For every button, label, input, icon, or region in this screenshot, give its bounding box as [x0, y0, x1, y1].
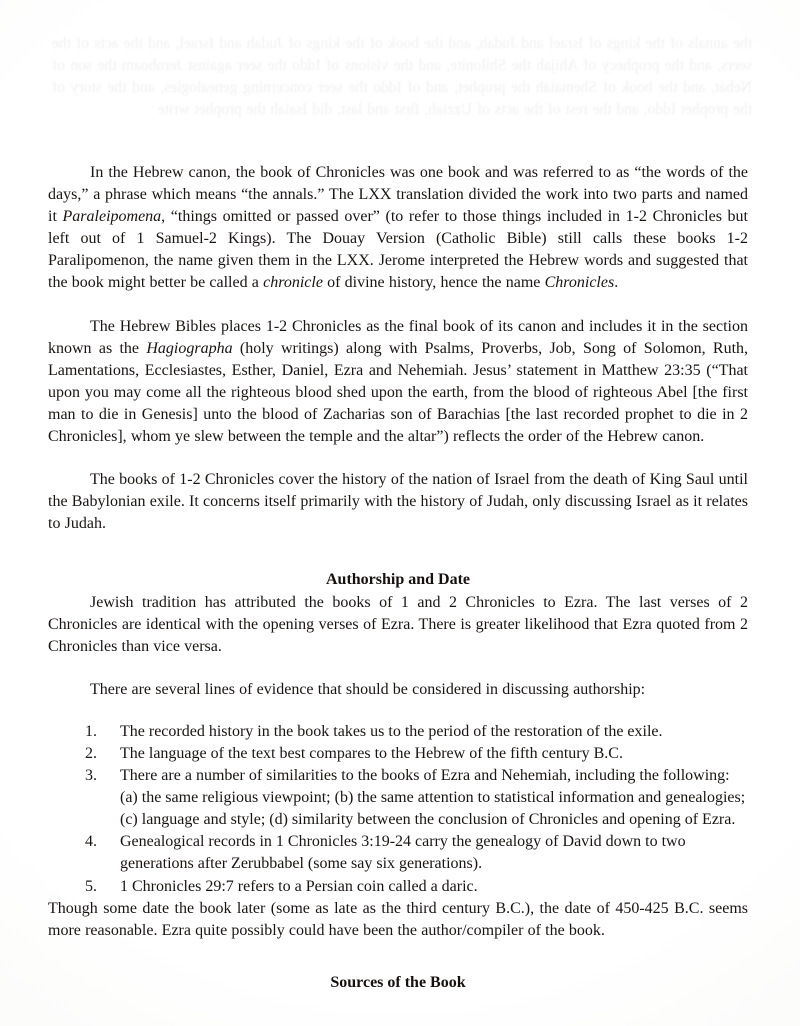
- list-item: [48, 831, 748, 875]
- list-item-text: There are a number of similarities to the books of Ezra and Nehemiah, including the following: (a) the same religious viewpoint; (b) the same attention to statistical information and genealogies; (c) language and style; (d) similarity between the conclusion of Chronicles and opening of Ezra.: [120, 767, 746, 829]
- par2-text-b: (holy writings) along with Psalms, Proverbs, Job, Song of Solomon, Ruth, Lamentations, Ecclesiastes, Esther, Daniel, Ezra and Nehemiah. Jesus’ statement in Matthew 23:35 (“That upon you may come all the righteous blood shed upon the earth, from the blood of righteous Abel [the first man to die in Genesis] unto the blood of Zacharias son of Barachias [the last recorded prophet to die in 2 Chronicles], whom ye slew between the temple and the altar”) reflects the order of the Hebrew canon.: [48, 339, 749, 446]
- list-item-text: Genealogical records in 1 Chronicles 3:19-24 carry the genealogy of David down to two generations after Zerubbabel (some say six generations).: [120, 833, 686, 873]
- paragraph-hebrew-canon: [48, 162, 748, 295]
- list-item-number: 1.: [85, 722, 97, 740]
- list-item-number: 4.: [85, 833, 97, 851]
- paragraph-lines-of-evidence: There are several lines of evidence that should be considered in discussing authorship:: [90, 680, 646, 698]
- par1-italic-chronicles: Chronicles: [544, 274, 615, 292]
- list-item-text: The recorded history in the book takes us to the period of the restoration of the exile.: [120, 722, 663, 740]
- par1-italic-paraleipomena: Paraleipomena: [62, 208, 162, 226]
- par2-italic-hagiographa: Hagiographa: [146, 339, 233, 357]
- list-item: [48, 721, 748, 743]
- paragraph-jewish-tradition: Jewish tradition has attributed the books of 1 and 2 Chronicles to Ezra. The last verses of 2 Chronicles are identical with the opening verses of Ezra. There is greater likelihood that Ezra quoted from 2 Chronicles than vice versa.: [48, 593, 748, 655]
- list-item: [48, 743, 748, 765]
- par1-text-c: of divine history, hence the name: [322, 274, 545, 292]
- paragraph-hagiographa: [48, 316, 748, 449]
- evidence-list: [48, 721, 748, 898]
- list-item-number: 2.: [85, 744, 97, 762]
- par2-text-a: The Hebrew Bibles places 1-2 Chronicles as the final book of its canon and includes it in the section known as the: [48, 317, 748, 357]
- paragraph-dating-conclusion: Though some date the book later (some as late as the third century B.C.), the date of 450-425 B.C. seems more reasonable. Ezra quite possibly could have been the author/compiler of the book.: [48, 899, 748, 939]
- list-item-number: 3.: [85, 767, 97, 785]
- list-item: [48, 876, 748, 898]
- list-item: [48, 765, 748, 831]
- page-title: [48, 0, 748, 134]
- par1-italic-chronicle: chronicle: [263, 274, 323, 292]
- par1-text-b: , “things omitted or passed over” (to refer to those things included in 1-2 Chronicles but left out of 1 Samuel-2 Kings). The Douay Version (Catholic Bible) still calls these books 1-2 Paralipomenon, the name given them in the LXX. Jerome interpreted the Hebrew words and suggested that the book might better be called a: [48, 208, 749, 292]
- heading-sources-of-the-book: Sources of the Book: [330, 973, 466, 991]
- par1-text-d: .: [614, 274, 619, 292]
- par1-text-a: In the Hebrew canon, the book of Chronicles was one book and was referred to as “the words of the days,” a phrase which means “the annals.” The LXX translation divided the work into two parts and named it: [48, 164, 748, 226]
- list-item-number: 5.: [85, 877, 97, 895]
- heading-authorship-and-date: Authorship and Date: [325, 571, 471, 589]
- page-content: [48, 0, 748, 1026]
- list-item-text: The language of the text best compares to the Hebrew of the fifth century B.C.: [120, 744, 623, 762]
- paragraph-history-coverage: The books of 1-2 Chronicles cover the history of the nation of Israel from the death of King Saul until the Babylonian exile. It concerns itself primarily with the history of Judah, only discussing Israel as it relates to Judah.: [48, 471, 748, 533]
- list-item-text: 1 Chronicles 29:7 refers to a Persian coin called a daric.: [120, 877, 478, 895]
